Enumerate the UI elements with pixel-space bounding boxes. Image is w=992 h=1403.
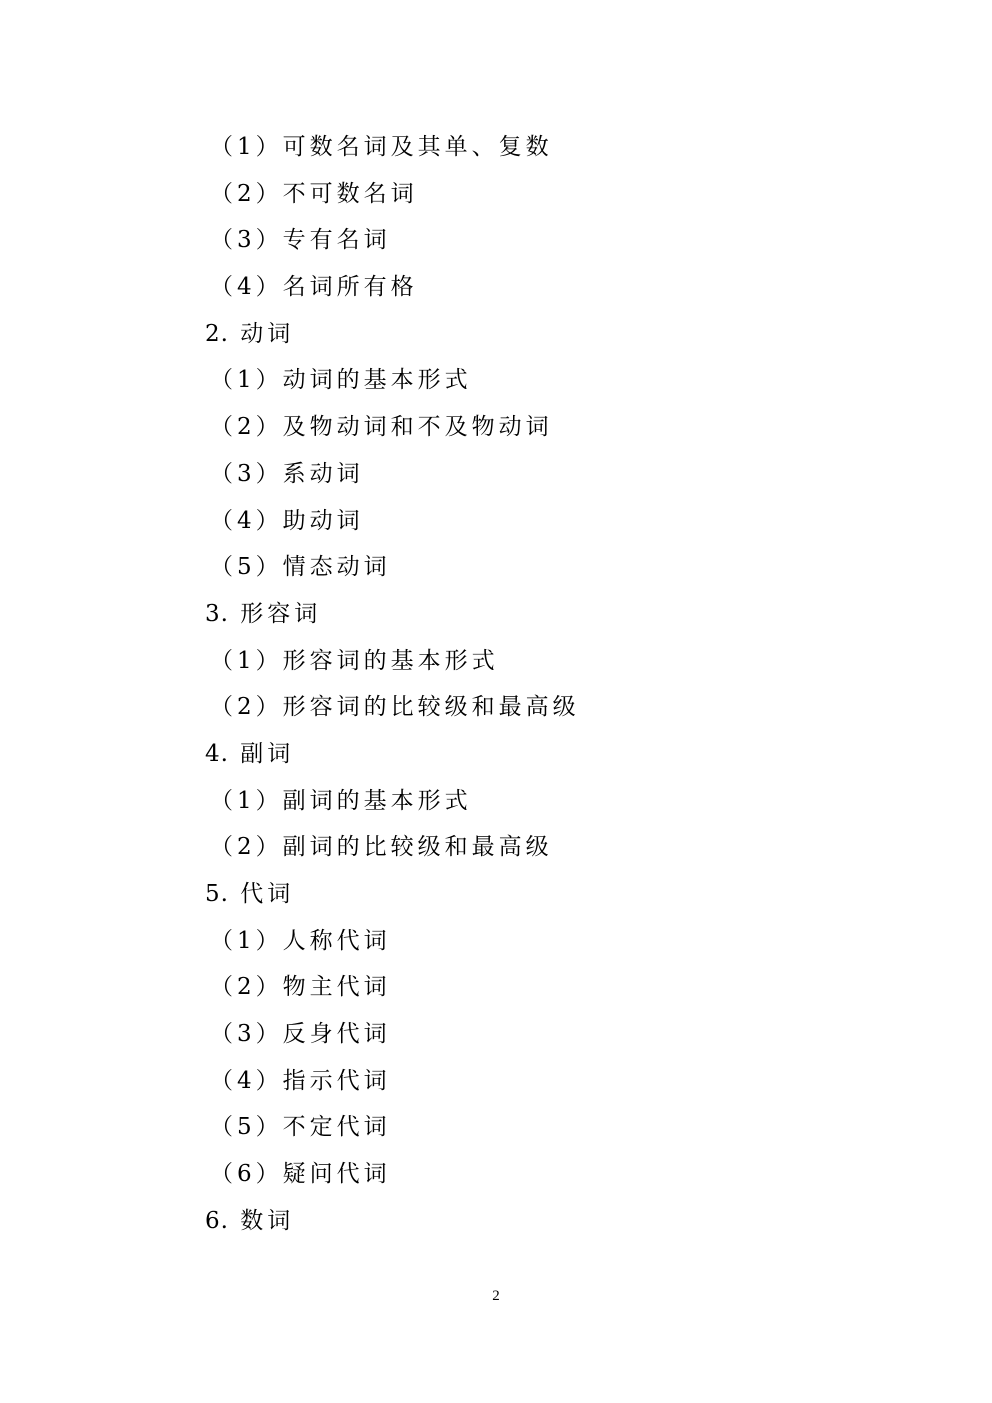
section-title: 代词 [240, 881, 295, 907]
section-number: 5. [205, 881, 229, 907]
subsection-item: （3）系动词 [210, 460, 364, 487]
grammar-outline [0, 124, 992, 1245]
section-title: 动词 [240, 320, 295, 347]
section-number: 4. [205, 740, 229, 767]
subsection-item: （1）副词的基本形式 [210, 787, 472, 814]
subsection-item: （1）人称代词 [210, 927, 391, 954]
section-heading [0, 591, 992, 638]
subsection-item: （1）动词的基本形式 [210, 367, 472, 394]
subsection-item: （1）可数名词及其单、复数 [210, 134, 553, 160]
subsection-item: （2）不可数名词 [210, 180, 418, 207]
subsection-item: （1）形容词的基本形式 [210, 647, 499, 674]
section-title: 数词 [240, 1207, 295, 1234]
subsection-item: （5）情态动词 [210, 554, 391, 581]
subsection-item: （2）形容词的比较级和最高级 [210, 694, 580, 721]
subsection-item: （2）及物动词和不及物动词 [210, 414, 553, 441]
section-number: 3. [205, 600, 229, 627]
section-title: 形容词 [240, 600, 322, 627]
section-heading [0, 731, 992, 778]
subsection-item: （2）副词的比较级和最高级 [210, 834, 553, 861]
subsection-item: （5）不定代词 [210, 1114, 391, 1141]
section-heading [0, 311, 992, 358]
subsection-item: （4）指示代词 [210, 1067, 391, 1094]
subsection-item: （4）名词所有格 [210, 274, 418, 301]
subsection-item: （4）助动词 [210, 507, 364, 534]
section-number: 2. [205, 320, 229, 347]
section-title: 副词 [240, 740, 295, 767]
section-heading [0, 1198, 992, 1245]
subsection-item: （6）疑问代词 [210, 1161, 391, 1188]
section-heading [0, 871, 992, 918]
subsection-item: （3）反身代词 [210, 1021, 391, 1048]
subsection-item: （2）物主代词 [210, 974, 391, 1001]
section-number: 6. [205, 1207, 229, 1234]
page-number: 2 [492, 1288, 500, 1304]
subsection-item: （3）专有名词 [210, 227, 391, 254]
